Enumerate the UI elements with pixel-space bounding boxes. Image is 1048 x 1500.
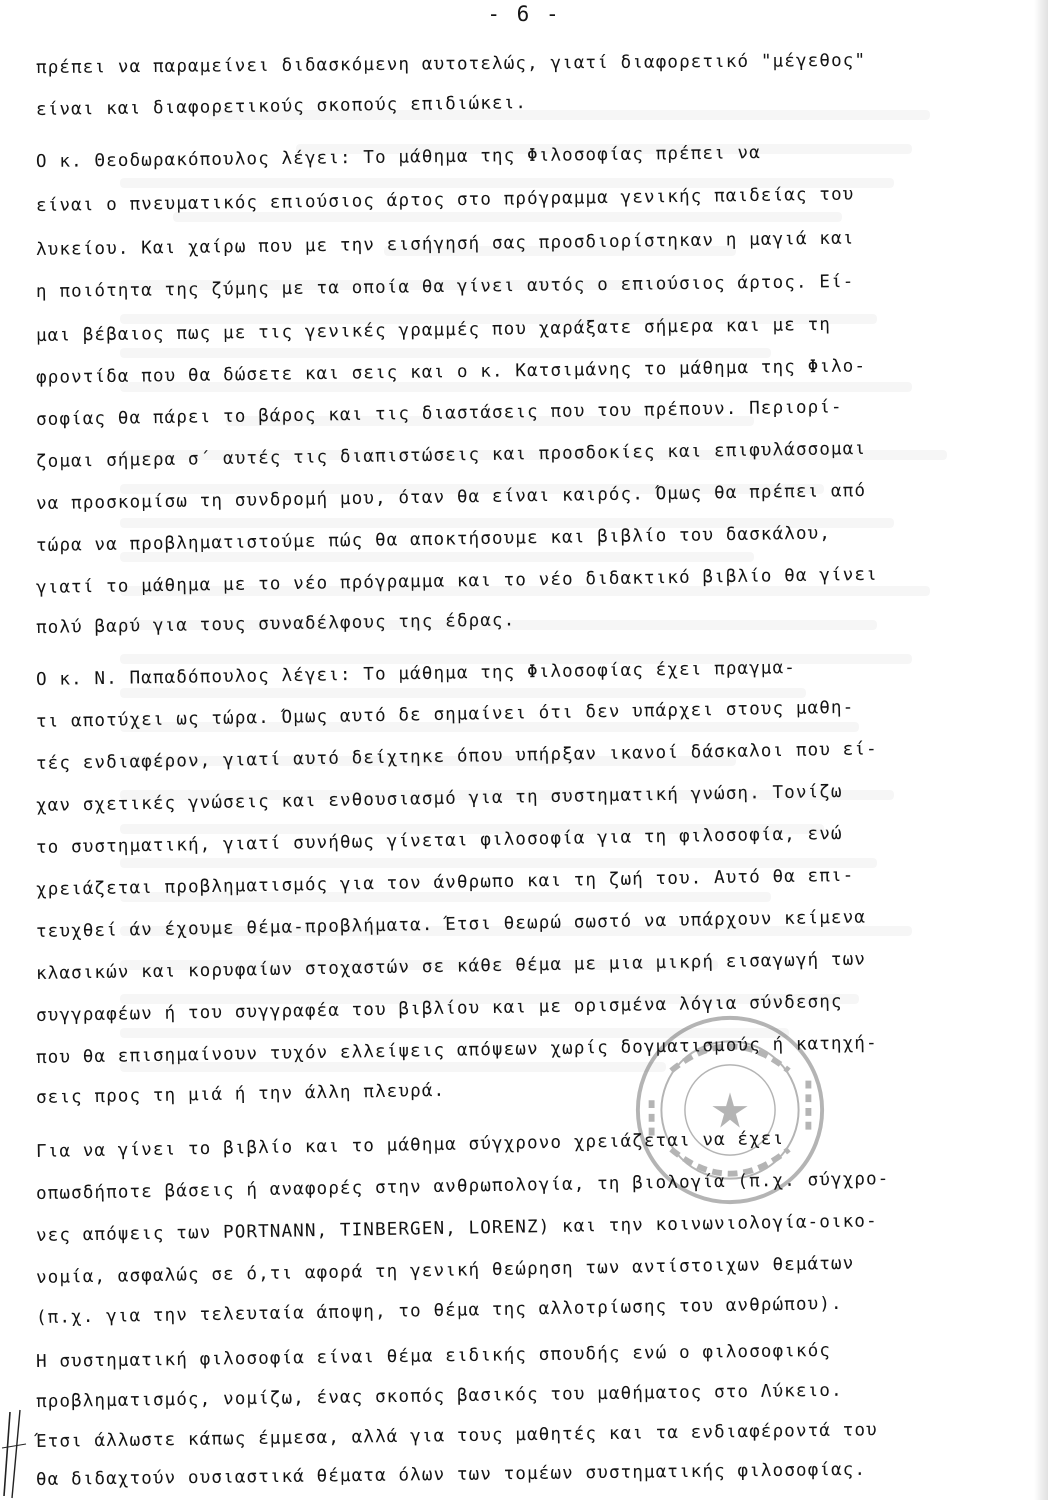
text-line: προβληματισμός, νομίζω, ένας σκοπός βασικός του μαθήματος στο Λύκειο. bbox=[35, 1380, 843, 1412]
text-line: Η συστηματική φιλοσοφία είναι θέμα ειδικής σπουδής ενώ ο φιλοσοφικός bbox=[35, 1340, 832, 1372]
text-line: σεις προς τη μιά ή την άλλη πλευρά. bbox=[35, 1080, 446, 1108]
text-line: πρέπει να παραμείνει διδασκόμενη αυτοτελώς, γιατί διαφορετικό "μέγεθος" bbox=[35, 50, 867, 78]
text-line: θα διδαχτούν ουσιαστικά θέματα όλων των τομέων συστηματικής φιλοσοφίας. bbox=[35, 1459, 867, 1490]
margin-pen-mark bbox=[0, 1408, 30, 1500]
text-line: τευχθεί άν έχουμε θέμα-προβλήματα. Έτσι θεωρώ σωστό να υπάρχουν κείμενα bbox=[35, 907, 867, 942]
text-line: χρειάζεται προβληματισμός για τον άνθρωπο και τη ζωή του. Αυτό θα επι- bbox=[35, 865, 855, 900]
text-line: που θα επισημαίνουν τυχόν ελλείψεις απόψεων χωρίς δογματισμούς ή κατηχή- bbox=[35, 1033, 878, 1068]
text-line: Έτσι άλλωστε κάπως έμμεσα, αλλά για τους μαθητές και τα ενδιαφέροντά του bbox=[35, 1420, 878, 1452]
text-line: είναι και διαφορετικούς σκοπούς επιδιώκει. bbox=[35, 93, 528, 120]
text-line: χαν σχετικές γνώσεις και ενθουσιασμό για τη συστηματική γνώση. Τονίζω bbox=[35, 781, 843, 816]
text-line: (π.χ. για την τελευταία άποψη, το θέμα της αλλοτρίωσης του ανθρώπου). bbox=[35, 1293, 843, 1328]
text-line: φροντίδα που θα δώσετε και σεις και ο κ. Κατσιμάνης το μάθημα της Φιλο- bbox=[35, 356, 867, 388]
page-number: - 6 - bbox=[487, 2, 561, 26]
text-line: πολύ βαρύ για τους συναδέλφους της έδρας. bbox=[35, 610, 516, 638]
text-line: να προσκομίσω τη συνδρομή μου, όταν θα είναι καιρός. Όμως θα πρέπει από bbox=[35, 480, 867, 514]
text-line: τές ενδιαφέρον, γιατί αυτό δείχτηκε όπου υπήρξαν ικανοί δάσκαλοι που εί- bbox=[35, 739, 878, 774]
text-line: τι αποτύχει ως τώρα. Όμως αυτό δε σημαίνει ότι δεν υπάρχει στους μαθη- bbox=[35, 697, 855, 732]
text-line: μαι βέβαιος πως με τις γενικές γραμμές που χαράξατε σήμερα και με τη bbox=[35, 314, 832, 346]
text-line: νομία, ασφαλώς σε ό,τι αφορά τη γενική θεώρηση των αντίστοιχων θεμάτων bbox=[35, 1253, 855, 1288]
text-line: Ο κ. Ν. Παπαδόπουλος λέγει: Το μάθημα της Φιλοσοφίας έχει πραγμα- bbox=[35, 658, 797, 690]
page-edge-shadow bbox=[1034, 0, 1048, 1500]
text-line: σοφίας θα πάρει το βάρος και τις διαστάσεις που του πρέπουν. Περιορί- bbox=[35, 397, 843, 430]
text-line: οπωσδήποτε βάσεις ή αναφορές στην ανθρωπολογία, τη βιολογία (π.χ. σύγχρο- bbox=[35, 1169, 890, 1204]
text-line: Για να γίνει το βιβλίο και το μάθημα σύγχρονο χρειάζεται να έχει bbox=[35, 1128, 785, 1162]
text-line: συγγραφέων ή του συγγραφέα του βιβλίου και με ορισμένα λόγια σύνδεσης bbox=[35, 991, 843, 1026]
text-line: Ο κ. Θεοδωρακόπουλος λέγει: Το μάθημα της Φιλοσοφίας πρέπει να bbox=[35, 143, 762, 172]
text-line: κλασικών και κορυφαίων στοχαστών σε κάθε θέμα με μια μικρή εισαγωγή των bbox=[35, 949, 867, 984]
text-line: τώρα να προβληματιστούμε πώς θα αποκτήσουμε και βιβλίο του δασκάλου, bbox=[35, 523, 832, 556]
text-line: νες απόψεις των PORTNANN, TINBERGEN, LORENZ) και την κοινωνιολογία-οικο- bbox=[35, 1211, 878, 1246]
text-line: το συστηματική, γιατί συνήθως γίνεται φιλοσοφία για τη φιλοσοφία, ενώ bbox=[35, 823, 843, 858]
text-line: λυκείου. Και χαίρω που με την εισήγησή σας προσδιορίστηκαν η μαγιά και bbox=[35, 228, 855, 260]
text-line: είναι ο πνευματικός επιούσιος άρτος στο πρόγραμμα γενικής παιδείας του bbox=[35, 184, 855, 216]
text-line: ζομαι σήμερα σ΄ αυτές τις διαπιστώσεις και προσδοκίες και επιφυλάσσομαι bbox=[35, 438, 867, 472]
institution-stamp bbox=[632, 1012, 828, 1208]
text-line: η ποιότητα της ζύμης με τα οποία θα γίνει αυτός ο επιούσιος άρτος. Εί- bbox=[35, 272, 855, 302]
text-line: γιατί το μάθημα με το νέο πρόγραμμα και το νέο διδακτικό βιβλίο θα γίνει bbox=[35, 564, 878, 598]
